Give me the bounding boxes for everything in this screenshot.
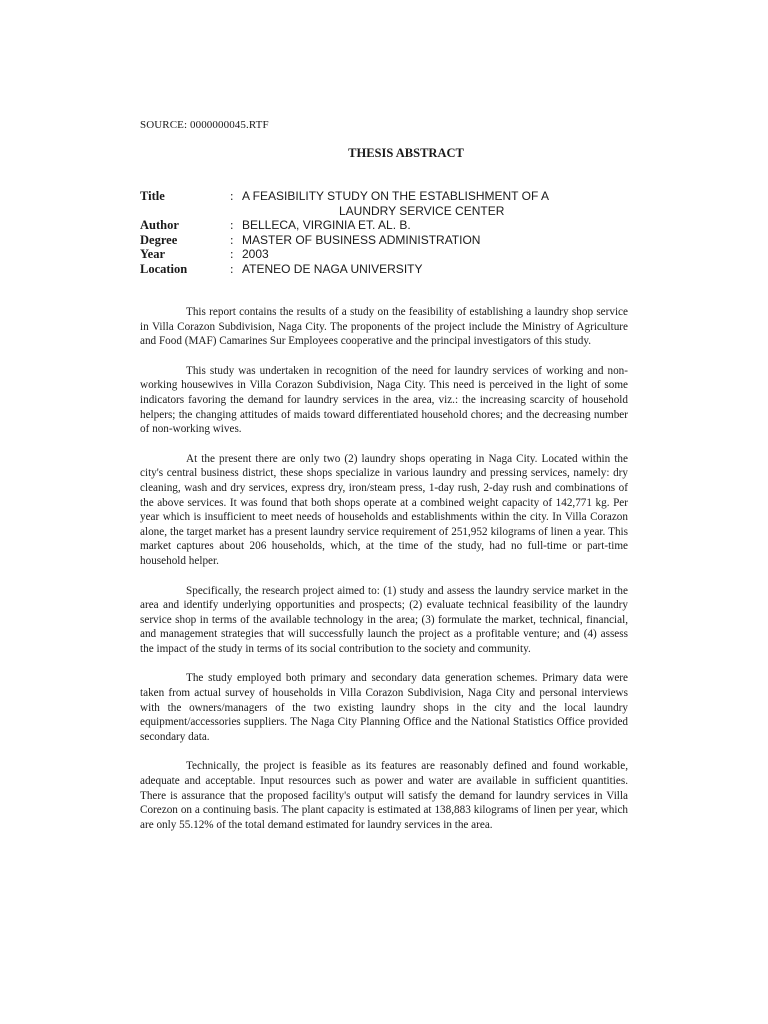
abstract-paragraph: At the present there are only two (2) laundry shops operating in Naga City. Located within the city's central business district, these shops specialize in various laundry and pressing services, namely: dry cleaning, wash and dry services, express dry, iron/steam press, 1-day rush, 2-day rush and combinations of the above services. It was found that both shops operate at a combined weight capacity of 142,771 kg. Per year which is insufficient to meet needs of households and establishments within the city. In Villa Corazon alone, the target market has a present laundry service requirement of 251,952 kilograms of linen a year. This market captures about 206 households, which, at the time of the study, had no full-time or part-time household helper.	[140, 452, 628, 567]
meta-row-degree	[140, 233, 628, 248]
source-line: SOURCE: 0000000045.RTF	[140, 119, 269, 131]
meta-value-line2: LAUNDRY SERVICE CENTER	[339, 203, 505, 218]
meta-value	[242, 189, 628, 218]
meta-key: Location	[140, 261, 188, 276]
abstract-body	[140, 305, 628, 847]
meta-key: Degree	[140, 232, 178, 247]
meta-value: MASTER OF BUSINESS ADMINISTRATION	[242, 232, 481, 247]
meta-key: Author	[140, 218, 179, 232]
meta-value: BELLECA, VIRGINIA ET. AL. B.	[242, 218, 411, 232]
meta-colon: :	[230, 247, 234, 261]
meta-key: Title	[140, 189, 165, 203]
meta-key: Year	[140, 247, 165, 261]
metadata-table	[140, 189, 628, 276]
abstract-paragraph: Specifically, the research project aimed to: (1) study and assess the laundry service market in the area and identify underlying opportunities and prospects; (2) evaluate technical feasibility of the laundry service shop in terms of the available technology in the area; (3) formulate the market, technical, financial, and management strategies that will successfully launch the project as a profitable venture; and (4) assess the impact of the study in terms of its social contribution to the society and community.	[140, 584, 628, 655]
meta-colon: :	[230, 232, 234, 247]
abstract-paragraph: This report contains the results of a study on the feasibility of establishing a laundry shop service in Villa Corazon Subdivision, Naga City. The proponents of the project include the Ministry of Agriculture and Food (MAF) Camarines Sur Employees cooperative and the principal investigators of this study.	[140, 306, 628, 348]
meta-colon: :	[230, 218, 234, 232]
document-heading: THESIS ABSTRACT	[348, 146, 464, 160]
meta-row-title	[140, 189, 628, 218]
abstract-paragraph: The study employed both primary and secondary data generation schemes. Primary data were taken from actual survey of households in Villa Corazon Subdivision, Naga City and personal interviews with the owners/managers of the two existing laundry shops in the city and the local laundry equipment/accessories suppliers. The Naga City Planning Office and the National Statistics Office provided secondary data.	[140, 672, 628, 743]
meta-value: 2003	[242, 247, 269, 261]
meta-row-author	[140, 218, 628, 233]
meta-value: ATENEO DE NAGA UNIVERSITY	[242, 261, 423, 276]
abstract-paragraph: Technically, the project is feasible as its features are reasonably defined and found workable, adequate and acceptable. Input resources such as power and water are available in sufficient quantities. There is assurance that the proposed facility's output will satisfy the demand for laundry services in Villa Corezon on a continuing basis. The plant capacity is estimated at 138,883 kilograms of linen per year, which are only 55.12% of the total demand estimated for laundry services in the area.	[140, 760, 628, 831]
document-page	[140, 0, 628, 1024]
meta-row-location	[140, 262, 628, 277]
meta-colon: :	[230, 189, 234, 203]
meta-colon: :	[230, 261, 234, 276]
meta-value-line1: A FEASIBILITY STUDY ON THE ESTABLISHMENT OF A	[242, 189, 549, 203]
meta-row-year	[140, 247, 628, 262]
abstract-paragraph: This study was undertaken in recognition of the need for laundry services of working and non-working housewives in Villa Corazon Subdivision, Naga City. This need is perceived in the light of some indicators favoring the demand for laundry services in the area, viz.: the increasing scarcity of household helpers; the changing attitudes of maids toward differentiated household chores; and the decreasing number of non-working wives.	[140, 364, 628, 436]
